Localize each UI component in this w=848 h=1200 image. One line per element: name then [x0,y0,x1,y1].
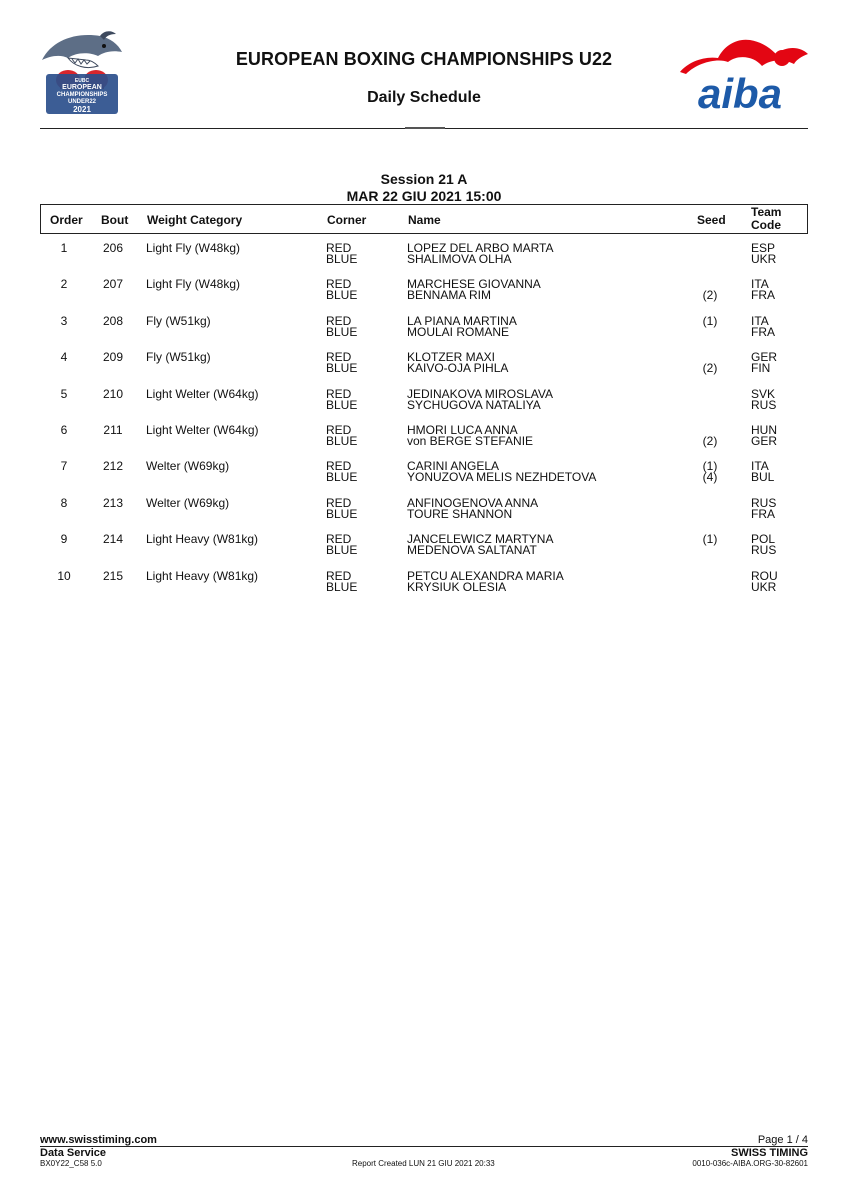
col-corner: Corner [327,213,367,227]
footer-report-created: Report Created LUN 21 GIU 2021 20:33 [352,1159,495,1168]
blue-boxer-name: MOULAI ROMANE [407,324,510,339]
bout-row [40,529,808,565]
red-boxer-name: JEDINAKOVA MIROSLAVA [407,386,554,401]
bout-number: 206 [102,241,124,255]
red-boxer-name: LA PIANA MARTINA [407,313,517,328]
red-team-code: HUN [751,422,777,437]
red-team-code: ESP [751,241,776,255]
blue-boxer-name: SYCHUGOVA NATALIYA [407,397,541,412]
col-bout: Bout [101,213,129,227]
bout-number: 211 [103,422,123,437]
bout-number: 213 [102,495,124,510]
bout-order: 2 [60,277,68,292]
red-corner: RED [326,459,352,474]
red-boxer-name: PETCU ALEXANDRA MARIA [407,568,564,583]
bout-row [40,238,808,274]
col-team-line1: Team [751,205,782,219]
aiba-logo-icon [678,34,810,114]
blue-team-code: UKR [751,252,777,266]
red-seed: (1) [702,532,718,547]
red-team-code: RUS [751,495,777,510]
blue-boxer-name: KAIVO-OJA PIHLA [407,361,509,376]
bout-number: 210 [102,386,124,401]
page-subtitle: Daily Schedule [367,89,481,106]
red-team-code: POL [751,532,776,547]
red-boxer-name: JANCELEWICZ MARTYNA [407,532,554,547]
red-seed: (1) [702,313,718,328]
weight-category: Light Welter (W64kg) [146,386,259,401]
bout-number: 207 [102,277,124,292]
blue-corner: BLUE [326,470,358,485]
red-seed: (1) [702,459,718,474]
weight-category: Fly (W51kg) [146,313,211,328]
red-corner: RED [326,277,352,292]
blue-corner: BLUE [326,506,358,521]
red-team-code: ITA [751,277,769,292]
col-seed: Seed [697,213,726,227]
blue-team-code: FRA [751,324,775,339]
bout-row [40,274,808,310]
red-corner: RED [326,313,352,328]
bout-number: 212 [102,459,124,474]
red-corner: RED [326,386,352,401]
bout-order: 4 [60,350,68,365]
bout-order: 7 [60,459,68,474]
footer-doc-code: BX0Y22_C58 5.0 [40,1159,102,1168]
footer-data-service: Data Service [40,1147,107,1159]
blue-seed: (2) [702,288,718,303]
bout-order: 1 [60,241,68,255]
blue-corner: BLUE [326,324,358,339]
blue-corner: BLUE [326,252,358,266]
bout-number: 209 [102,350,124,365]
bout-row [40,493,808,529]
blue-corner: BLUE [326,543,358,558]
col-order: Order [50,213,83,227]
footer-page-number: Page 1 / 4 [757,1134,808,1146]
weight-category: Light Welter (W64kg) [146,422,259,437]
bout-row [40,384,808,420]
blue-boxer-name: MEDENOVA SALTANAT [407,543,537,558]
footer-website: www.swisstiming.com [40,1134,157,1146]
table-header [40,204,808,234]
weight-category: Welter (W69kg) [146,459,230,474]
blue-corner: BLUE [326,579,358,594]
red-corner: RED [326,532,352,547]
bout-number: 214 [102,532,124,547]
aiba-logo [678,34,810,114]
red-boxer-name: LOPEZ DEL ARBO MARTA [407,241,554,255]
red-team-code: SVK [751,386,776,401]
blue-boxer-name: KRYSIUK OLESIA [407,579,507,594]
blue-team-code: FIN [751,361,771,376]
red-boxer-name: HMORI LUCA ANNA [407,422,518,437]
bout-row [40,456,808,492]
col-team-line2: Code [751,218,781,232]
red-boxer-name: MARCHESE GIOVANNA [407,277,541,292]
bout-order: 8 [60,495,68,510]
bout-row [40,566,808,602]
blue-boxer-name: von BERGE STEFANIE [407,433,534,448]
page-title: EUROPEAN BOXING CHAMPIONSHIPS U22 [235,49,613,69]
session-name: Session 21 A [380,171,468,187]
blue-seed: (2) [702,433,718,448]
bout-row [40,347,808,383]
red-team-code: GER [751,350,778,365]
header-divider-mark [405,127,445,129]
weight-category: Light Heavy (W81kg) [146,532,259,547]
weight-category: Light Fly (W48kg) [146,277,241,292]
session-date: MAR 22 GIU 2021 15:00 [346,188,502,204]
red-boxer-name: CARINI ANGELA [407,459,500,474]
weight-category: Welter (W69kg) [146,495,230,510]
blue-team-code: RUS [751,543,777,558]
bout-number: 215 [102,568,124,583]
bout-order: 9 [60,532,68,547]
col-name: Name [408,213,441,227]
blue-seed: (4) [702,470,718,485]
red-team-code: ITA [751,459,769,474]
red-corner: RED [326,241,352,255]
bout-number: 208 [102,313,124,328]
red-boxer-name: ANFINOGENOVA ANNA [407,495,539,510]
bout-order: 6 [60,422,68,437]
blue-boxer-name: SHALIMOVA OLHA [407,252,512,266]
col-weight-category: Weight Category [147,213,243,227]
red-corner: RED [326,568,352,583]
bout-order: 10 [57,568,71,583]
svg-text:UNDER22: UNDER22 [67,99,97,105]
bout-row [40,420,808,456]
red-boxer-name: KLOTZER MAXI [407,350,496,365]
bout-row [40,311,808,347]
red-corner: RED [326,495,352,510]
col-team-code [751,206,781,232]
blue-team-code: RUS [751,397,777,412]
weight-category: Light Heavy (W81kg) [146,568,259,583]
weight-category: Fly (W51kg) [146,350,211,365]
bout-order: 3 [60,313,68,328]
blue-boxer-name: TOURE SHANNON [407,506,513,521]
weight-category: Light Fly (W48kg) [146,241,241,255]
svg-text:aiba: aiba [698,70,783,114]
blue-boxer-name: BENNAMA RIM [407,288,492,303]
svg-text:EUROPEAN: EUROPEAN [62,84,102,91]
red-team-code: ITA [751,313,769,328]
svg-text:2021: 2021 [73,105,91,114]
blue-corner: BLUE [326,361,358,376]
footer-divider [40,1146,808,1147]
blue-corner: BLUE [326,397,358,412]
red-corner: RED [326,422,352,437]
blue-team-code: FRA [751,506,775,521]
blue-corner: BLUE [326,288,358,303]
blue-team-code: UKR [751,579,777,594]
red-team-code: ROU [751,568,778,583]
bout-order: 5 [60,386,68,401]
footer-swiss-timing: SWISS TIMING [731,1147,808,1159]
footer-reference: 0010-036c-AIBA.ORG-30-82601 [692,1159,808,1168]
blue-team-code: FRA [751,288,775,303]
blue-boxer-name: YONUZOVA MELIS NEZHDETOVA [407,470,597,485]
blue-team-code: BUL [751,470,775,485]
blue-seed: (2) [702,361,718,376]
svg-text:EUBC: EUBC [74,78,90,84]
svg-text:CHAMPIONSHIPS: CHAMPIONSHIPS [56,92,108,98]
bout-list [40,238,808,602]
blue-corner: BLUE [326,433,358,448]
blue-team-code: GER [751,433,778,448]
red-corner: RED [326,350,352,365]
